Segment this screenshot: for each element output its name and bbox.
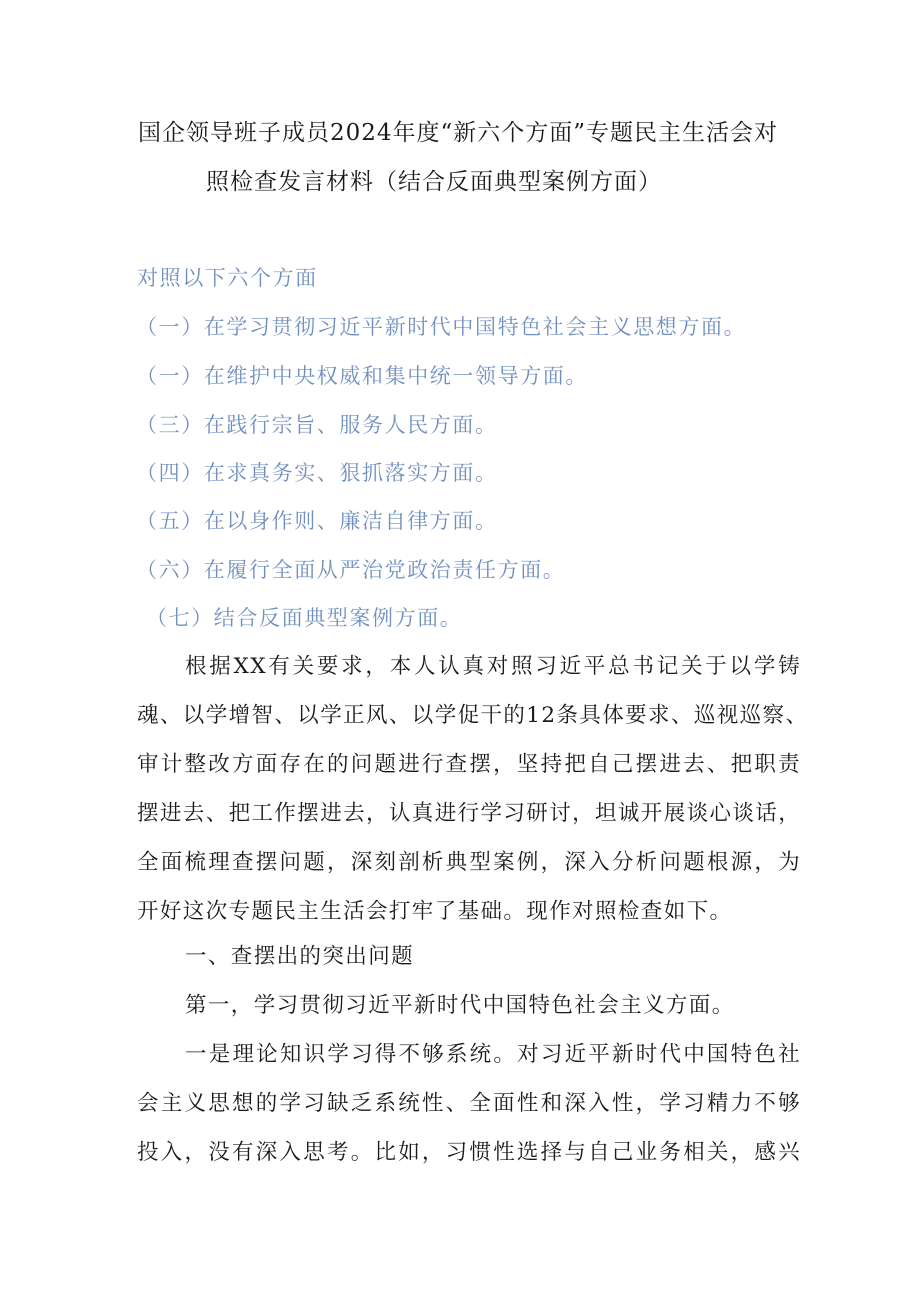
intro-paragraph-line: 开好这次专题民主生活会打牢了基础。现作对照检查如下。 xyxy=(137,899,733,924)
section-heading: 一、查摆出的突出问题 xyxy=(185,944,415,969)
document-title-line-2: 照检查发言材料（结合反面典型案例方面） xyxy=(206,169,662,195)
intro-paragraph-line: 审计整改方面存在的问题进行查摆，坚持把自己摆进去、把职责 xyxy=(137,752,801,777)
aspect-item: （六）在履行全面从严治党政治责任方面。 xyxy=(136,558,566,582)
intro-paragraph-line: 魂、以学增智、以学正风、以学促干的12条具体要求、巡视巡察、 xyxy=(137,703,809,728)
subsection-heading: 第一，学习贯彻习近平新时代中国特色社会主义方面。 xyxy=(185,993,735,1018)
point-paragraph-line: 会主义思想的学习缺乏系统性、全面性和深入性，学习精力不够 xyxy=(137,1091,801,1116)
aspect-item: （七）结合反面典型案例方面。 xyxy=(146,606,463,630)
point-paragraph-line: 投入，没有深入思考。比如，习惯性选择与自己业务相关，感兴 xyxy=(137,1140,801,1165)
aspect-item: （一）在维护中央权威和集中统一领导方面。 xyxy=(136,364,588,388)
intro-paragraph-line: 全面梳理查摆问题，深刻剖析典型案例，深入分析问题根源，为 xyxy=(137,850,801,875)
aspect-item: （一）在学习贯彻习近平新时代中国特色社会主义思想方面。 xyxy=(136,315,747,339)
aspect-item: （四）在求真务实、狠抓落实方面。 xyxy=(136,461,498,485)
document-title-line-1: 国企领导班子成员2024年度“新六个方面”专题民主生活会对 xyxy=(138,120,779,146)
point-paragraph-line: 一是理论知识学习得不够系统。对习近平新时代中国特色社 xyxy=(185,1042,801,1067)
intro-paragraph-line: 摆进去、把工作摆进去，认真进行学习研讨，坦诚开展谈心谈话， xyxy=(137,801,802,826)
intro-paragraph-line: 根据XX有关要求，本人认真对照习近平总书记关于以学铸 xyxy=(185,654,801,679)
aspect-item: （三）在践行宗旨、服务人民方面。 xyxy=(136,413,498,437)
aspects-heading: 对照以下六个方面 xyxy=(137,266,318,290)
aspect-item: （五）在以身作则、廉洁自律方面。 xyxy=(136,509,498,533)
